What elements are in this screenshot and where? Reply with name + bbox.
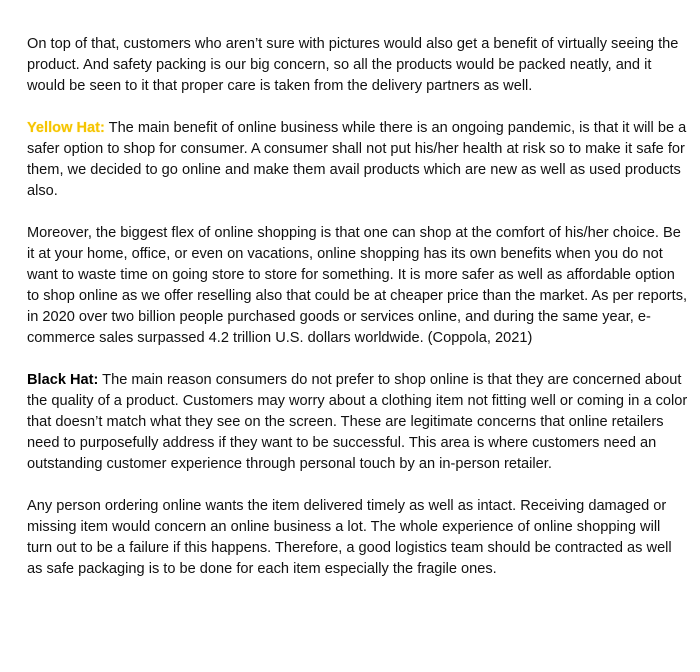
yellow-hat-label: Yellow Hat: — [27, 120, 105, 136]
paragraph-virtual-seeing — [27, 34, 689, 97]
paragraph-black-hat — [27, 370, 689, 475]
paragraph-text: The main benefit of online business while there is an ongoing pandemic, is that it will be a safer option to shop for consumer. A consumer shall not put his/her health at risk so to make it safe for them, we decided to go online and make them avail products which are new as well as used products also. — [27, 120, 687, 199]
paragraph-text: Any person ordering online wants the item delivered timely as well as intact. Receiving damaged or missing item would concern an online business a lot. The whole experience of online shopping will turn out to be a failure if this happens. Therefore, a good logistics team should be contracted as well as safe packaging is to be done for each item especially the fragile ones. — [27, 498, 672, 577]
paragraph-text: The main reason consumers do not prefer to shop online is that they are concerned about the quality of a product. Customers may worry about a clothing item not fitting well or coming in a color that doesn’t match what they see on the screen. These are legitimate concerns that online retailers need to purposefully address if they want to be successful. This area is where customers need an outstanding customer experience through personal touch by an in-person retailer. — [27, 372, 688, 472]
paragraph-yellow-hat — [27, 118, 689, 202]
paragraph-online-flex — [27, 223, 689, 349]
paragraph-text: Moreover, the biggest flex of online shopping is that one can shop at the comfort of his/her choice. Be it at your home, office, or even on vacations, online shopping has its own benefits when you do not want to waste time on going store to store for something. It is more safer as well as affordable option to shop online as we offer reselling also that could be at cheaper price than the market. As per reports, in 2020 over two billion people purchased goods or services online, and during the same year, e-commerce sales surpassed 4.2 trillion U.S. dollars worldwide. (Coppola, 2021) — [27, 225, 688, 346]
black-hat-label: Black Hat: — [27, 372, 99, 388]
paragraph-logistics — [27, 496, 689, 580]
document-body — [27, 34, 689, 601]
paragraph-text: On top of that, customers who aren’t sure with pictures would also get a benefit of virtually seeing the product. And safety packing is our big concern, so all the products would be packed neatly, and it would be seen to it that proper care is taken from the delivery partners as well. — [27, 36, 679, 94]
